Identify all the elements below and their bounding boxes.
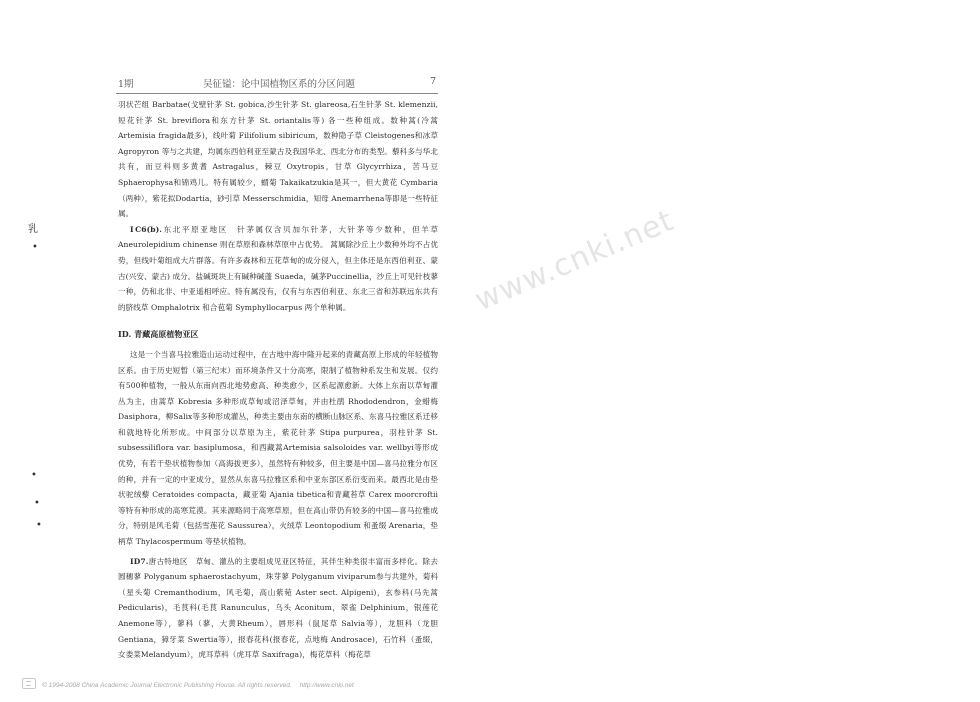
cnki-watermark: www.cnki.net [470,203,680,319]
article-body [118,97,438,663]
page-number: 7 [429,76,436,87]
paragraph-text: 唐古特地区 草甸、灌丛的主要组成见亚区特征，其伴生种类很丰富而多样化。除去圆穗蓼 Polyganum sphaerostachyum，珠芽蓼 Polyganum viviparum参与共建外，菊科（星头菊 Cremanthodium，风毛菊，高山紫菀 Aster sect. Alpigeni)，玄参科(马先蒿 Pedicularis)，毛茛科(毛茛 Ranunculus，乌头 Aconitum，翠雀 Delphinium，银莲花 Anemone等），蓼科（蓼，大黄Rheum），唇形科（鼠尾草 Salvia等），龙胆科（龙胆 Gentiana，獐牙菜 Swertia等），报春花科(报春花，点地梅 Androsace)，石竹科（蚤缀，女娄菜Melandyum），虎耳草科（虎耳草 Saxifraga)，梅花草科（梅花草 [118,556,438,660]
footer-url[interactable]: http://www.cnki.net [299,682,354,689]
paragraph-text: 羽状芒组 Barbatae(戈壁针茅 St. gobica,沙生针茅 St. glareosa,石生针茅 St. klemenzii,短花针茅 St. breviflora和东方针茅 St. oriantalis等) 各一些种组成。数种蒿(冷蒿Artemisia fragida最多)，线叶菊 Filifolium sibiricum，数种隐子草 Cleistogenes和冰草 Agropyron 等与之共建，均属东西伯利亚至蒙古及我国华北、西北分布的类型。藜科多与华北共有，而豆科则多黄耆 Astragalus，棘豆 Oxytropis，甘草 Glycyrrhiza，苦马豆 Sphaerophysa和锦鸡儿。特有属较少，蝟菊 Takaikatzukia是其一，但大黄花 Cymbaria（两种），紫花拟Dodartia，砂引草 Messerschmidia，知母 Anemarrhena等即是一些特征属。 [118,100,438,219]
section-heading-text: ⅠD. 青藏高原植物亚区 [118,329,199,340]
section-mark: ⅠD7. [130,556,149,566]
margin-mark: • [36,520,42,531]
margin-mark: • [32,242,38,253]
margin-mark: • [34,498,40,509]
page-footer [22,678,354,692]
copyright-text: © 1994-2008 China Academic Journal Electronic Publishing House. All rights reserved. [42,682,292,689]
issue-number: 1期 [118,79,134,90]
running-title: 吴征镒：论中国植物区系的分区问题 [203,79,356,90]
section-mark: ⅠC6(b). [130,224,162,234]
running-header [118,76,436,92]
section-heading [118,327,438,343]
scan-margin-marks [28,220,48,540]
paragraph-text: 东北平原亚地区 针茅属仅含贝加尔针茅，大针茅等少数种，但羊草 Aneurolepidium chinense 则在草原和森林草原中占优势。 蒿属除沙丘上少数种外均不占优势，但线叶菊组成大片群落。有许多森林和五花草甸的成分侵入，但主体还是东西伯利亚、蒙古(兴安、蒙古) 成分。盐碱斑块上有碱种碱蓬 Suaeda，碱茅Puccinellia，沙丘上可见针枝蓼一种，仍和北非、中亚遥相呼应。特有属没有，仅有与东西伯利亚、东北三省和苏联远东共有的脐线草 Omphalotrix 和合苞菊 Symphyllocarpus 两个单种属。 [118,224,438,312]
publisher-logo-icon [22,678,36,689]
paragraph-text: 这是一个当喜马拉雅造山运动过程中，在古地中海中隆升起来的青藏高原上形成的年轻植物区系。由于历史短暂（第三纪末）而环境条件又十分高寒，限制了植物种系发生和发展。仅约有500种植物，一般从东南向西北地势愈高、种类愈少，区系起源愈新。大体上东南以草甸灌丛为主，由蒿草 Kobresia 多种形成草甸或沼泽草甸，并由杜鹃 Rhododendron，金蜡梅 Dasiphora，柳Salix等多种形成灌丛，种类主要由东南的横断山脉区系、东喜马拉雅区系迁移和就地特化所形成。中间部分以草原为主，紫花针茅 Stipa purpurea，羽柱针茅 St. subsessiliflora var. basiplumosa，和西藏蒿Artemisia salsoloides var. wellbyi等形成优势，有若干垫状植物参加（高海拔更多），虽然特有种较多，但主要是中国—喜马拉雅分布区的种，并有一定的中亚成分，显然从东喜马拉雅区系和中亚东部区系衍变而来。最西北是由垫状驼绒藜 Ceratoides compacta，藏亚菊 Ajania tibetica和青藏苔草 Carex moorcroftii等特有种形成的高寒荒漠。其来源略同于高寒草原，但在高山带仍有较多的中国—喜马拉雅成分，特别是风毛菊（包括雪莲花 Saussurea），火绒草 Leontopodium 和蚤缀 Arenaria，垫柄草 Thylacospermum 等垫状植物。 [118,349,438,547]
margin-mark: 乳 [28,224,38,235]
paragraph-p1 [118,97,438,222]
paragraph-p4 [118,554,438,663]
paragraph-p2 [118,222,438,316]
margin-mark: • [31,470,37,481]
header-rule [116,93,438,94]
paragraph-p3 [118,347,438,550]
